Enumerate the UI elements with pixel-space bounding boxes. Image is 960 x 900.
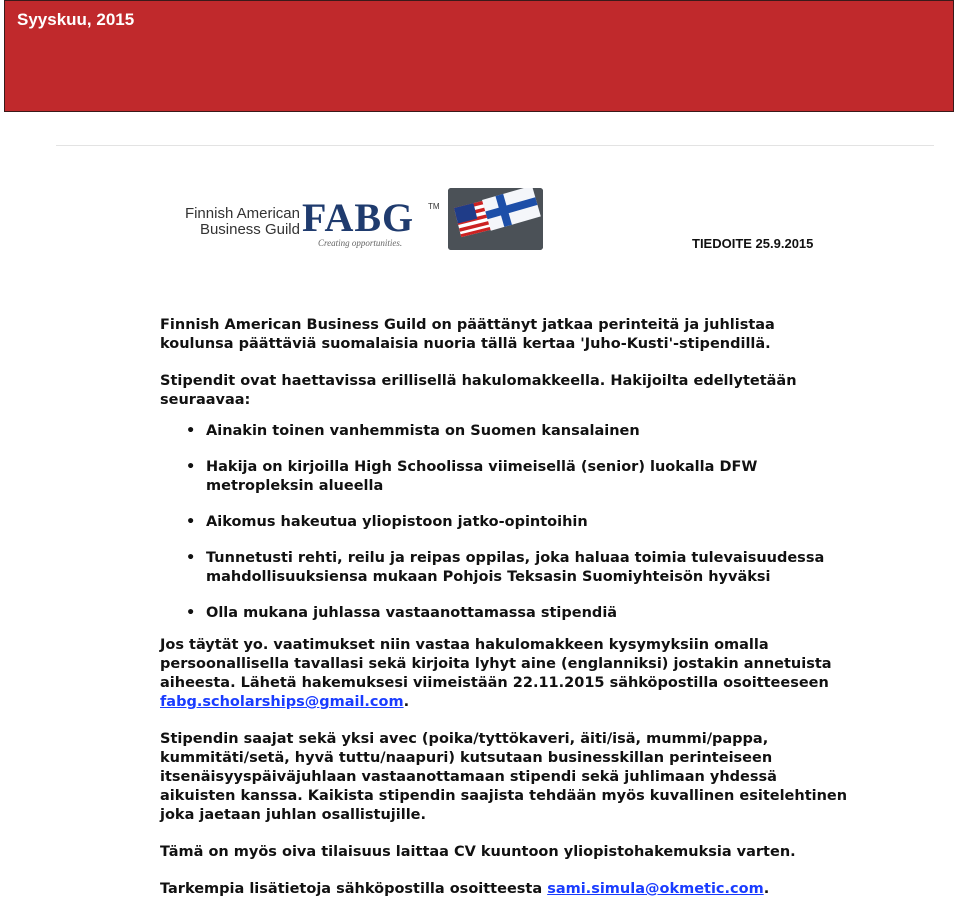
- contact-email-link[interactable]: sami.simula@okmetic.com: [547, 881, 764, 897]
- header-banner: [4, 0, 954, 112]
- us-finland-flags-image: [448, 188, 543, 250]
- contact-end: .: [763, 881, 770, 897]
- intro-paragraph: Finnish American Business Guild on päättänyt jatkaa perinteitä ja juhlistaa koulunsa päättäviä suomalaisia nuoria tällä kertaa 'Juho-Kusti'-stipendillä.: [160, 317, 775, 352]
- cv-paragraph: Tämä on myös oiva tilaisuus laittaa CV kuuntoon yliopistohakemuksia varten.: [160, 844, 796, 860]
- press-release-document: [160, 180, 850, 899]
- logo-tagline: Creating opportunities.: [318, 238, 403, 248]
- organization-name-line2: Business Guild: [199, 221, 300, 238]
- requirements-list: [160, 422, 850, 623]
- list-item: • Hakija on kirjoilla High Schoolissa viimeisellä (senior) luokalla DFW metropleksin alueella: [160, 458, 850, 496]
- requirements-intro: Stipendit ovat haettavissa erillisellä hakulomakkeella. Hakijoilta edellytetään seuraavaa:: [160, 373, 797, 408]
- list-item: • Aikomus hakeutua yliopistoon jatko-opintoihin: [160, 513, 850, 532]
- list-item: • Ainakin toinen vanhemmista on Suomen kansalainen: [160, 422, 850, 441]
- application-paragraph: [160, 636, 850, 712]
- list-item: • Tunnetusti rehti, reilu ja reipas oppilas, joka haluaa toimia tulevaisuudessa mahdollisuuksiensa mukaan Pohjois Teksasin Suomiyhteisön hyväksi: [160, 549, 850, 587]
- flags-icon: [448, 188, 543, 250]
- fabg-logo: FABG: [302, 195, 415, 240]
- organization-name: [160, 206, 300, 238]
- organization-name-line1: Finnish American: [184, 205, 300, 222]
- application-end: .: [403, 694, 410, 710]
- event-paragraph: Stipendin saajat sekä yksi avec (poika/tyttökaveri, äiti/isä, mummi/pappa, kummitäti/setä, hyvä tuttu/naapuri) kutsutaan businesskillan perinteiseen itsenäisyyspäiväjuhlaan vastaanottamaan stipendi sekä juhlimaan yhdessä aikuisten kanssa. Kaikista stipendin saajista tehdään myös kuvallinen esitelehtinen joka jaetaan juhlan osallistujille.: [160, 731, 848, 823]
- letterhead: [160, 180, 850, 260]
- application-text: Jos täytät yo. vaatimukset niin vastaa hakulomakkeen kysymyksiin omalla persoonallisella tavallasi sekä kirjoita lyhyt aine (englanniksi) jostakin annetuista aiheesta. Lähetä hakemuksesi viimeistään 22.11.2015 sähköpostilla osoitteeseen: [160, 637, 832, 691]
- contact-text: Tarkempia lisätietoja sähköpostilla osoitteesta: [160, 881, 548, 897]
- list-item: • Olla mukana juhlassa vastaanottamassa stipendiä: [160, 604, 850, 623]
- divider: [56, 145, 934, 146]
- scholarship-email-link[interactable]: fabg.scholarships@gmail.com: [160, 694, 404, 710]
- page-date-title: Syyskuu, 2015: [17, 10, 135, 29]
- contact-paragraph: [160, 880, 850, 899]
- release-date: TIEDOITE 25.9.2015: [692, 236, 814, 251]
- trademark-mark: TM: [428, 202, 440, 211]
